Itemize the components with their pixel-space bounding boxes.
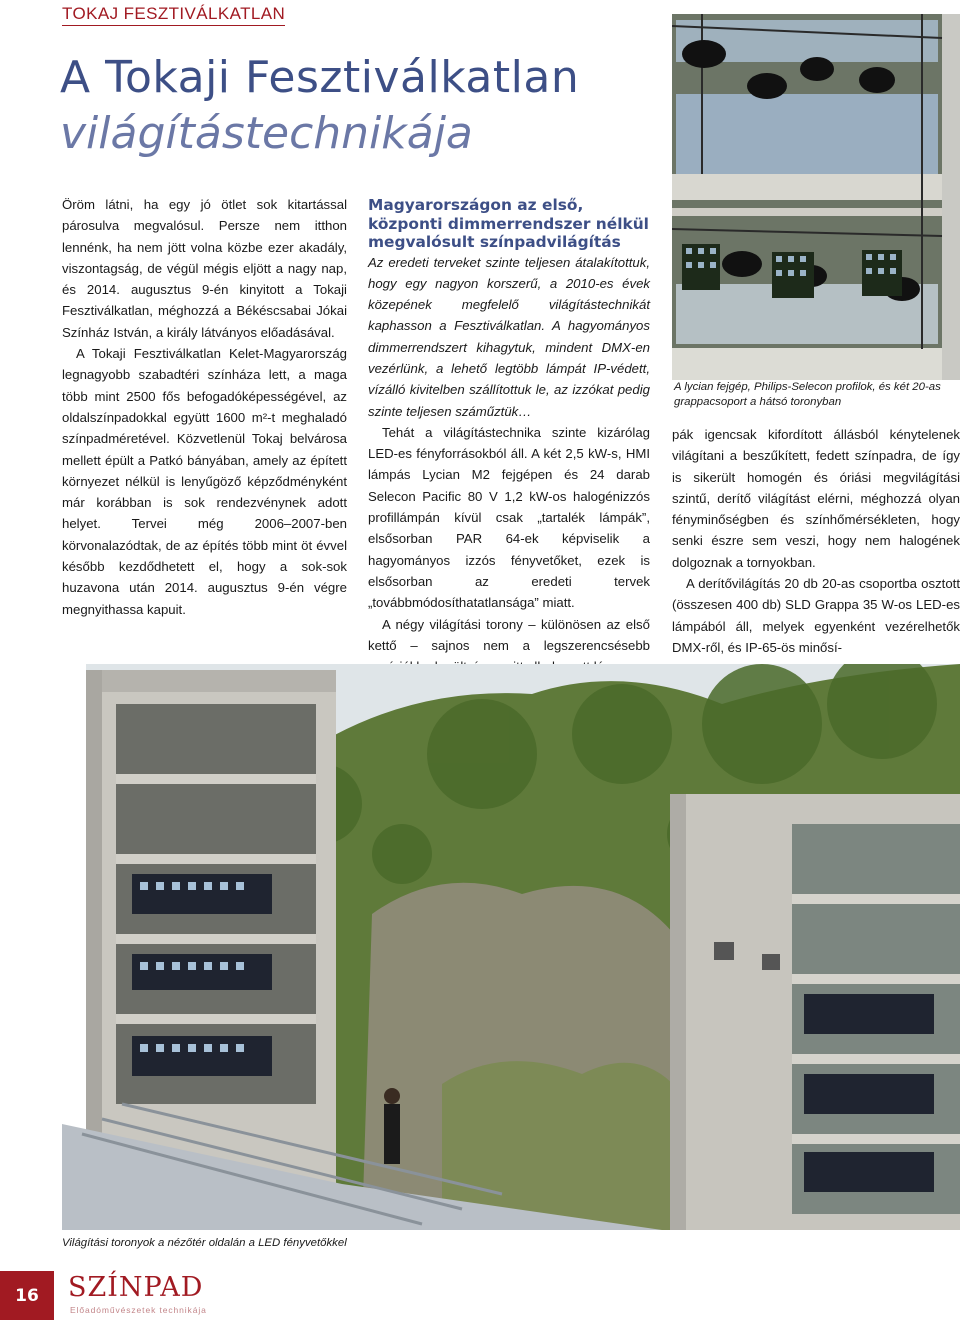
lighting-towers-photo <box>62 664 960 1230</box>
section-tag: TOKAJ FESZTIVÁLKATLAN <box>62 4 285 26</box>
text-column-3 <box>672 424 960 658</box>
text-column-2 <box>368 196 650 677</box>
lead-paragraph: Az eredeti terveket szinte teljesen átalakítottuk, hogy egy nagyon korszerű, a 2010-es évek közepének megfelelő világítástechnikát kaphasson a Fesztiválkatlan. A hagyományos dimmerrendszert kihagytuk, mindent DMX-en vezérlünk, a lehető legtöbb lámpát IP-védett, vízálló kivitelben szállítottuk le, az izzókat pedig szinte teljesen száműztük… <box>368 254 650 419</box>
col1-paragraph-1: Öröm látni, ha egy jó ötlet sok kitartással párosulva megvalósul. Persze nem itthon lennénk, ha nem jött volna közbe ezer akadály, viszontagság, de végül mégis eljött a nagy nap, és 2014. augusztus 9-én kinyitott a Tokaji Fesztiválkatlan, méghozzá a Békéscsabai Jókai Színház István, a király látványos előadásával. <box>62 197 347 340</box>
magazine-logo: SZÍNPAD <box>68 1272 204 1303</box>
article-subtitle: világítástechnikája <box>60 108 473 159</box>
lighting-rig-photo <box>672 14 960 380</box>
col3-paragraph-2: A derítővilágítás 20 db 20-as csoportba osztott (összesen 400 db) SLD Grappa 35 W-os LED-es lámpából áll, melyek egyenként vezérelhetők DMX-ről, és IP-65-ös minősí- <box>672 576 960 655</box>
page-number: 16 <box>0 1271 54 1320</box>
section-subheading: Magyarországon az első, központi dimmerrendszer nélkül megvalósult színpadvilágítás <box>368 196 649 251</box>
photo-caption-top: A lycian fejgép, Philips-Selecon profilok, és két 20-as grappacsoport a hátsó toronyban <box>674 381 941 408</box>
col2-paragraph-2: A négy világítási torony – különösen az első kettő – sajnos nem a legszerencsésebb <box>368 616 650 653</box>
photo-caption-main: Világítási toronyok a nézőtér oldalán a LED fényvetőkkel <box>62 1237 347 1249</box>
col1-paragraph-2: A Tokaji Fesztiválkatlan Kelet-Magyarország legnagyobb szabadtéri színháza lett, a maga több mint 2500 fős befogadóképességével, az oldalszínpadokkal együtt 1600 m²-t meghaladó színpadméretével. Közvetlenül Tokaj belvárosa mellett épült a Patkó bányában, amely az épített környezet nélkül is lenyűgöző képződményként már korábban is sok rendezvénynek adott helyet. Tervei még 2006–2007-ben körvonalazódtak, de az építés több mint öt évvel később kezdődhetett el, hogy a sok-sok huzavona után 2014. augusztus 9-én végre megnyithassa kapuit. <box>62 346 347 617</box>
col3-paragraph-1: pák igencsak kifordított állásból kénytelenek világítani a beszűkített, fedett színpadra, de így is sikerült homogén és óriási megvilágítási szintű, derítő világítást elérni, méghozzá olyan fényminőségben és színhőmérsékleten, hogy senki észre sem veszi, hogy nem halogének dolgoznak a tornyokban. <box>672 427 960 570</box>
col2-paragraph-1: Tehát a világítástechnika szinte kizárólag LED-es fényforrásokból áll. A két 2,5 kW-s, HMI lámpás Lycian M2 fejgépen és 24 darab Selecon Pacific 80 V 1,2 kW-os halogénizzós profillámpán kívül csak „tartalék lámpák”, elsősorban PAR 64-ek képviselik a hagyományos izzós fényvetőket, ezek is elsősorban az eredeti tervek „továbbmódosíthatatlansága” miatt. <box>368 424 650 611</box>
article-title: A Tokaji Fesztiválkatlan <box>60 52 580 103</box>
magazine-tagline: Előadóművészetek technikája <box>70 1305 207 1315</box>
text-column-1 <box>62 194 347 620</box>
